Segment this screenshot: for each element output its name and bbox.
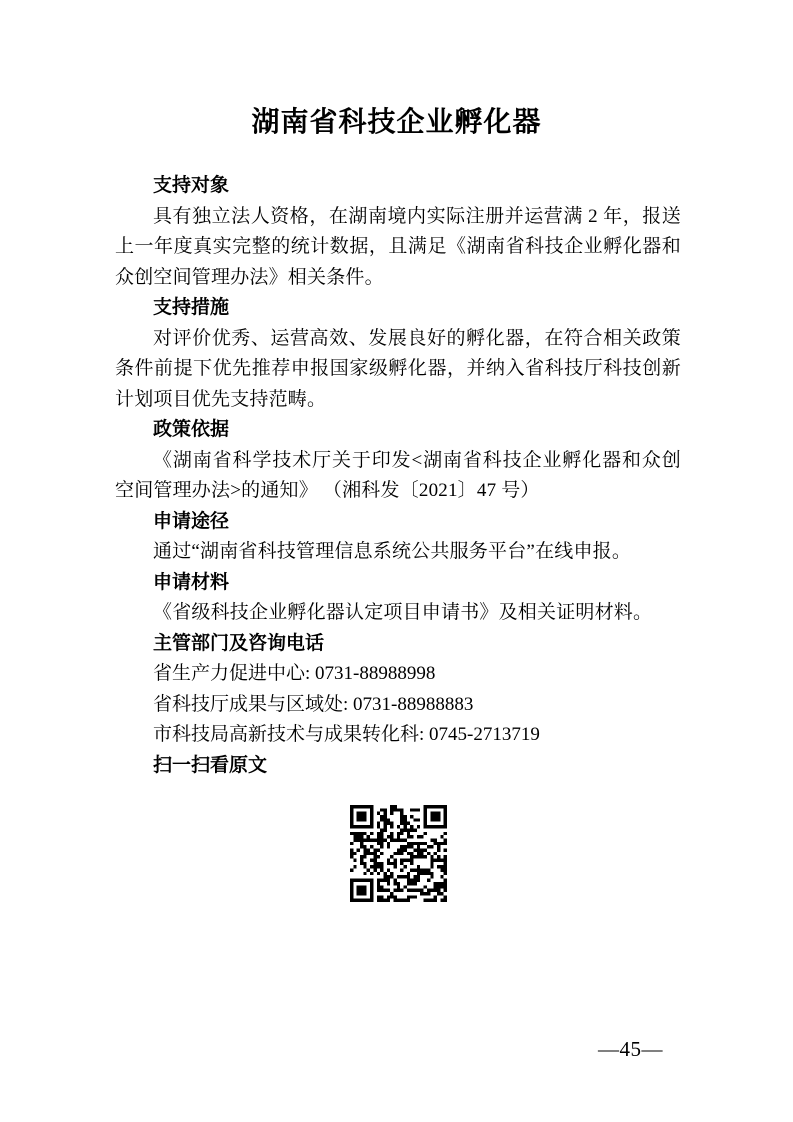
section-contacts [115, 629, 681, 751]
page-title: 湖南省科技企业孵化器 [251, 107, 542, 138]
section-paragraph: 具有独立法人资格，在湖南境内实际注册并运营满 2 年，报送上一年度真实完整的统计数据，且满足《湖南省科技企业孵化器和众创空间管理办法》相关条件。 [115, 205, 681, 288]
section-paragraph: 《省级科技企业孵化器认定项目申请书》及相关证明材料。 [153, 602, 653, 623]
section-support-measures [115, 293, 681, 415]
section-scan-original [115, 751, 681, 782]
page-number: —45— [598, 1037, 663, 1061]
document-body [115, 171, 681, 781]
qr-code-icon [350, 805, 447, 902]
section-policy-basis [115, 415, 681, 507]
section-header: 主管部门及咨询电话 [153, 632, 325, 654]
section-header: 支持措施 [153, 297, 230, 318]
contact-line: 省科技厅成果与区域处: 0731-88988883 [153, 693, 474, 715]
section-header: 申请途径 [153, 510, 230, 532]
section-paragraph: 通过“湖南省科技管理信息系统公共服务平台”在线申报。 [153, 541, 632, 562]
contact-line: 省生产力促进中心: 0731-88988998 [153, 663, 436, 684]
section-paragraph: 《湖南省科学技术厅关于印发<湖南省科技企业孵化器和众创空间管理办法>的通知》 （湘科发〔2021〕47 号） [115, 449, 681, 501]
section-header: 政策依据 [153, 419, 230, 440]
section-application-materials [115, 568, 681, 629]
section-support-target [115, 171, 681, 293]
section-header: 扫一扫看原文 [153, 754, 268, 776]
contact-line: 市科技局高新技术与成果转化科: 0745-2713719 [153, 724, 540, 745]
section-header: 支持对象 [153, 175, 230, 196]
section-header: 申请材料 [153, 571, 230, 593]
section-paragraph: 对评价优秀、运营高效、发展良好的孵化器，在符合相关政策条件前提下优先推荐申报国家级孵化器，并纳入省科技厅科技创新计划项目优先支持范畴。 [115, 327, 681, 410]
section-application-channel [115, 507, 681, 568]
